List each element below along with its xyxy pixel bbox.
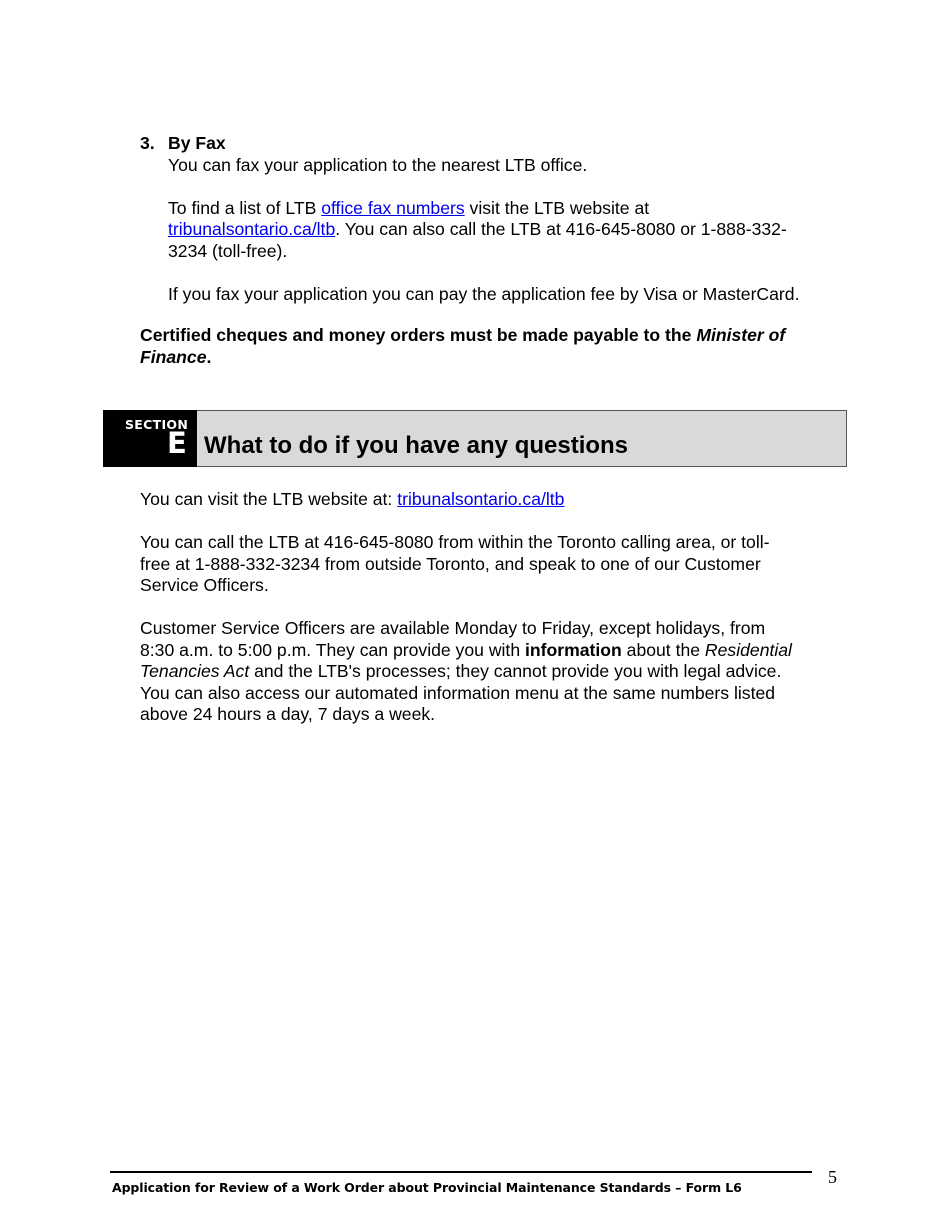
by-fax-title: By Fax <box>168 133 226 153</box>
cso-italic-residential: Residential <box>704 639 792 660</box>
cso-line-3: and the LTB's processes; they cannot provide you with legal advice. <box>249 661 782 681</box>
call-line-3: Service Officers. <box>140 575 269 595</box>
cert-period: . <box>206 346 212 367</box>
call-ltb-paragraph <box>140 532 850 597</box>
visit-text: You can visit the LTB website at: <box>140 489 398 509</box>
cert-text: Certified cheques and money orders must be made payable to the <box>140 325 697 345</box>
fax-p2-text-post: . You can also call the LTB at 416-645-8080 or 1-888-332- <box>335 219 787 239</box>
cso-line-1: Customer Service Officers are available Monday to Friday, except holidays, from <box>140 618 766 638</box>
by-fax-item <box>140 133 860 305</box>
certified-cheques-note <box>140 325 860 368</box>
office-fax-numbers-link[interactable]: office fax numbers <box>321 197 465 218</box>
cso-line-2-mid: about the <box>621 639 705 660</box>
fax-p2-text-mid: visit the LTB website at <box>464 197 650 218</box>
cso-line-5: above 24 hours a day, 7 days a week. <box>140 704 436 724</box>
ltb-website-link[interactable]: tribunalsontario.ca/ltb <box>397 489 565 509</box>
section-word: SECTION <box>125 417 189 432</box>
footer-form-title: Application for Review of a Work Order about Provincial Maintenance Standards – Form L6 <box>112 1180 742 1195</box>
section-label-box <box>103 410 197 467</box>
fax-paragraph-3: If you fax your application you can pay the application fee by Visa or MasterCard. <box>168 283 800 304</box>
fax-paragraph-2 <box>168 198 860 263</box>
tribunals-website-link[interactable]: tribunalsontario.ca/ltb <box>168 219 336 239</box>
section-title: What to do if you have any questions <box>204 432 629 459</box>
call-line-2: free at 1-888-332-3234 from outside Toronto, and speak to one of our Customer <box>140 553 761 574</box>
section-letter: E <box>167 426 187 460</box>
page-number: 5 <box>828 1167 837 1187</box>
fax-p2-text-end: 3234 (toll-free). <box>168 240 288 261</box>
cso-bold-information: information <box>525 639 622 660</box>
cert-italic-1: Minister of <box>696 325 786 345</box>
cert-italic-2: Finance <box>140 346 207 367</box>
customer-service-paragraph <box>140 618 850 726</box>
list-number: 3. <box>140 133 155 153</box>
questions-body <box>140 489 850 726</box>
call-line-1: You can call the LTB at 416-645-8080 from within the Toronto calling area, or toll- <box>140 532 770 552</box>
visit-website-line <box>140 489 850 511</box>
fax-line-1: You can fax your application to the nearest LTB office. <box>168 154 588 175</box>
section-e-header <box>103 410 847 467</box>
footer-rule <box>110 1171 812 1173</box>
cso-italic-act: Tenancies Act <box>140 661 250 681</box>
by-fax-heading <box>140 133 860 155</box>
cso-line-2: 8:30 a.m. to 5:00 p.m. They can provide you with <box>140 639 525 660</box>
fax-p2-text: To find a list of LTB <box>168 197 322 218</box>
cso-line-4: You can also access our automated information menu at the same numbers listed <box>140 682 776 703</box>
